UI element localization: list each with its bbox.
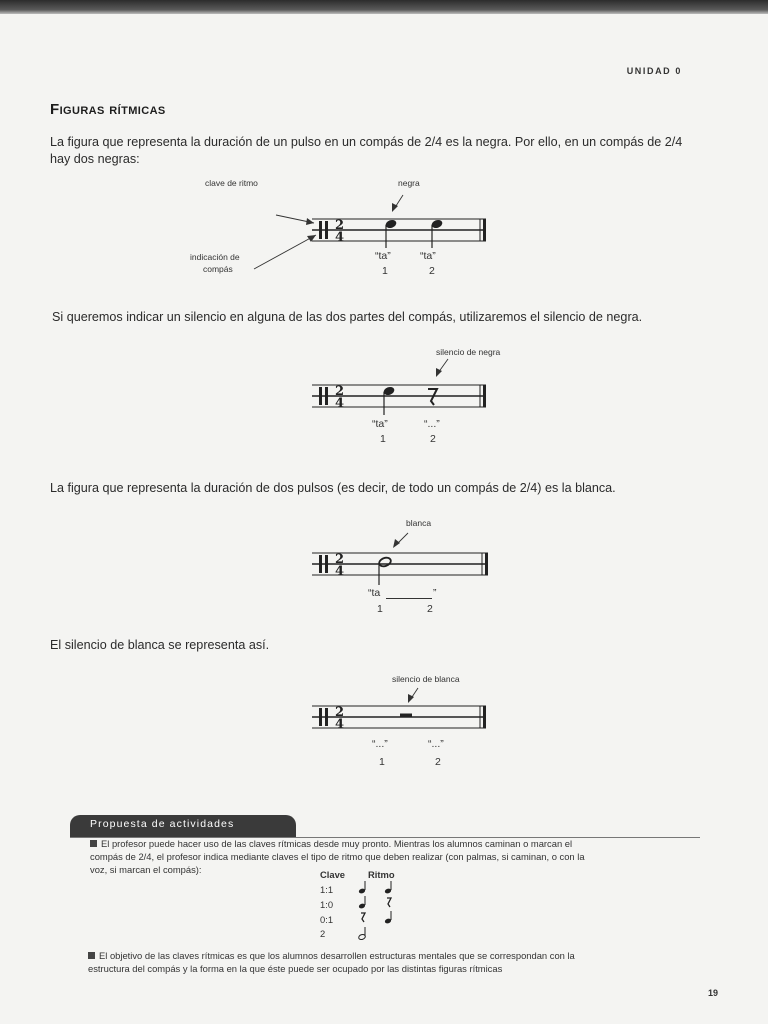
fig3-time-bottom: 4 [335, 564, 345, 579]
figure4-staff [300, 680, 500, 750]
fig3-beat-2: 2 [427, 603, 433, 615]
quarter-rest-icon [361, 913, 365, 922]
activity-1-line-1: El profesor puede hacer uso de las claves rítmicas desde muy pronto. Mientras los alumnos caminan o marcan el [101, 838, 573, 849]
fig4-beat-2: 2 [435, 756, 441, 768]
fig2-beat-1: 1 [380, 433, 386, 445]
half-rest [400, 714, 412, 718]
fig3-beat-1: 1 [377, 603, 383, 615]
fig2-syllable-2: “...” [424, 418, 440, 430]
fig2-time-top: 2 [335, 384, 345, 399]
half-note [378, 556, 392, 568]
activity-item-2 [88, 949, 688, 975]
fig4-syllable-2: “...” [428, 738, 444, 750]
fig1-time-top: 2 [335, 218, 345, 233]
fig4-time-bottom: 4 [335, 717, 345, 732]
paragraph-silencio-negra: Si queremos indicar un silencio en alguna de las dos partes del compás, utilizaremos el silencio de negra. [52, 310, 643, 324]
activities-title: Propuesta de actividades [70, 815, 296, 837]
fig4-time-top: 2 [335, 705, 345, 720]
fig3-duration-line [386, 598, 432, 599]
table-row-clave-3: 0:1 [320, 914, 334, 925]
label-negra: negra [398, 178, 420, 188]
figure2-staff [300, 355, 500, 425]
bullet-square-icon [88, 952, 95, 959]
fig2-syllable-1: “ta” [372, 418, 388, 430]
table-row-clave-1: 1:1 [320, 884, 334, 895]
table-header-ritmo: Ritmo [368, 869, 395, 880]
paragraph-negra: La figura que representa la duración de un pulso en un compás de 2/4 es la negra. Por ello, en un compás de 2/4 hay dos negras: [50, 135, 683, 166]
unit-header: UNIDAD 0 [626, 66, 682, 76]
label-blanca: blanca [406, 518, 432, 528]
table-row-clave-4: 2 [320, 928, 326, 939]
fig3-syllable-end: ” [433, 587, 437, 599]
table-row-clave-2: 1:0 [320, 899, 334, 910]
activity-1-line-3: voz, si marcan el compás): [90, 864, 202, 875]
label-clave-de-ritmo: clave de ritmo [205, 178, 258, 188]
fig1-beat-2: 2 [429, 265, 435, 277]
section-title: Figuras rítmicas [50, 101, 166, 118]
fig1-syllable-1: “ta” [375, 250, 391, 262]
quarter-rest [428, 389, 437, 405]
paragraph-blanca: La figura que representa la duración de dos pulsos (es decir, de todo un compás de 2/4) es la blanca. [50, 481, 616, 495]
figure3-staff [300, 525, 500, 595]
fig1-time-bottom: 4 [335, 230, 345, 245]
activity-2-line-2: estructura del compás y la forma en la que éste puede ser ocupado por las distintas figuras rítmicas [88, 963, 503, 974]
bullet-square-icon [90, 840, 97, 847]
activity-2-line-1: El objetivo de las claves rítmicas es que los alumnos desarrollen estructuras mentales que se correspondan con la [99, 950, 575, 961]
fig1-beat-1: 1 [382, 265, 388, 277]
fig4-beat-1: 1 [379, 756, 385, 768]
label-silencio-de-negra: silencio de negra [436, 347, 501, 357]
table-header-clave: Clave [320, 869, 346, 880]
fig2-beat-2: 2 [430, 433, 436, 445]
label-indicacion: indicación de [190, 252, 240, 262]
top-border-bar [0, 0, 768, 14]
fig4-syllable-1: “...” [372, 738, 388, 750]
fig1-syllable-2: “ta” [420, 250, 436, 262]
fig3-time-top: 2 [335, 552, 345, 567]
label-compas: compás [203, 264, 233, 274]
fig3-syllable-start: “ta [368, 587, 381, 599]
activity-1-line-2: compás de 2/4, el profesor indica mediante claves el tipo de ritmo que deben realizar (con palmas, si caminan, o con la [90, 851, 585, 862]
fig2-time-bottom: 4 [335, 396, 345, 411]
page-number: 19 [707, 988, 718, 998]
rhythm-symbols [356, 879, 406, 949]
label-silencio-de-blanca: silencio de blanca [392, 674, 460, 684]
quarter-rest-icon [387, 898, 391, 907]
paragraph-silencio-blanca: El silencio de blanca se representa así. [50, 638, 270, 652]
activities-box [70, 815, 700, 985]
figure1-staff [240, 185, 500, 275]
